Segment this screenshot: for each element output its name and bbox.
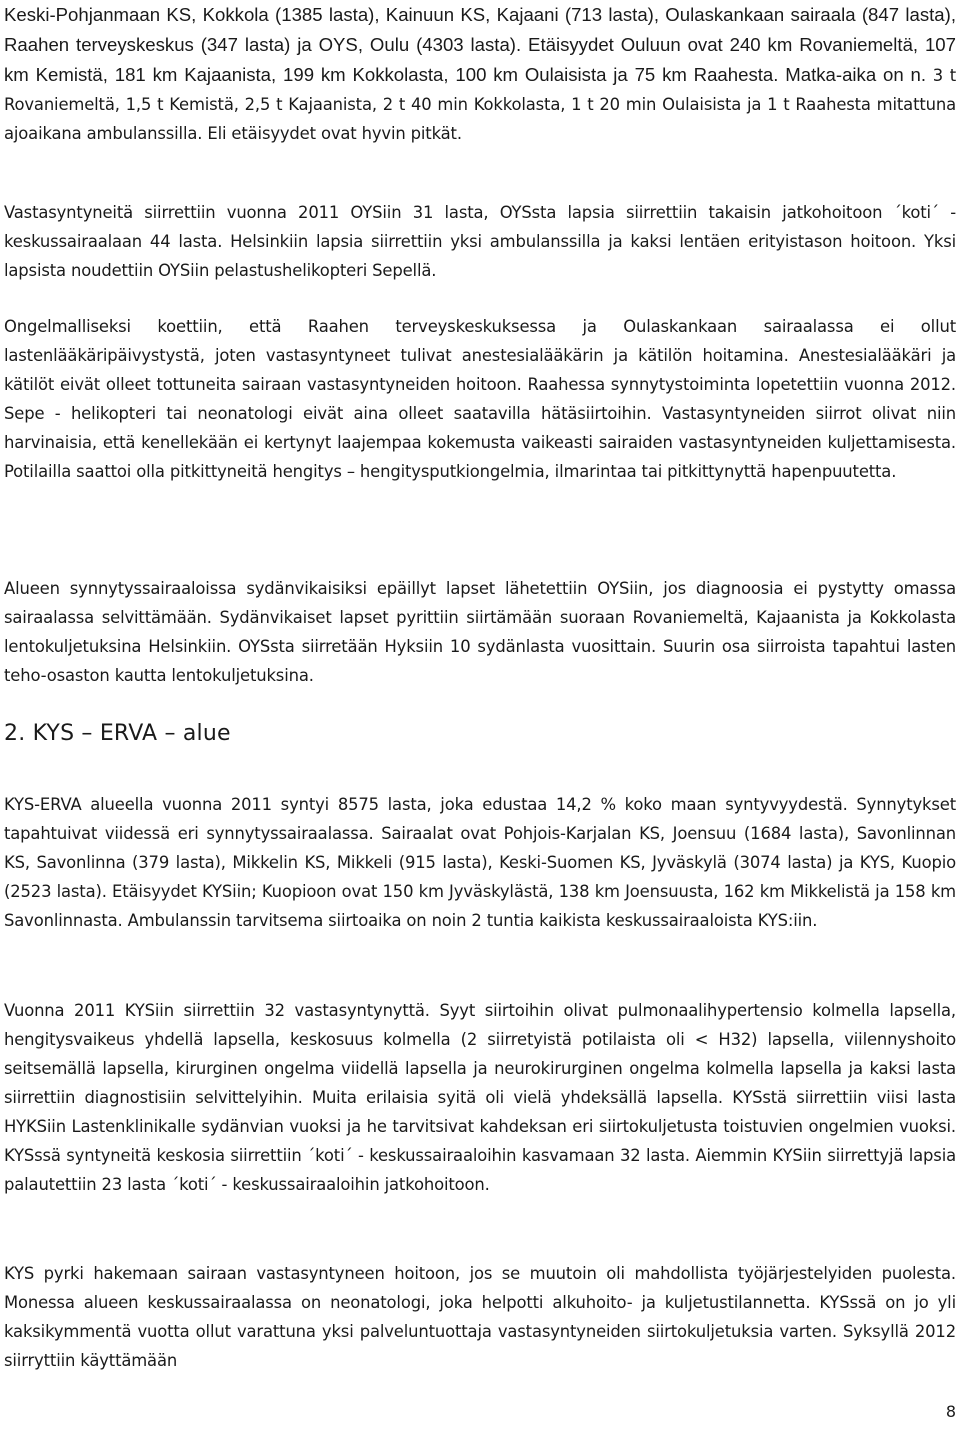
- section-heading: 2. KYS – ERVA – alue: [4, 721, 231, 746]
- paragraph-problems: Ongelmalliseksi koettiin, että Raahen terveyskeskuksessa ja Oulaskankaan sairaalassa ei ollut lastenlääkäripäivystystä, joten vastasyntyneet tulivat anestesialääkärin ja kätilön hoitamina. Anestesialääkäri ja kätilöt eivät olleet tottuneita sairaan vastasyntyneiden hoitoon. Raahessa synnytystoiminta lopetettiin vuonna 2012. Sepe - helikopteri tai neonatologi eivät aina olleet saatavilla hätäsiirtoihin. Vastasyntyneiden siirrot olivat niin harvinaisia, että kenellekään ei kertynyt laajempaa kokemusta vaikeasti sairaiden vastasyntyneiden kuljettamisesta. Potilailla saattoi olla pitkittyneitä hengitys – hengitysputkiongelmia, ilmarintaa tai pitkittynyttä hapenpuutetta.: [4, 317, 956, 481]
- paragraph-distances-oys: [4, 0, 956, 148]
- paragraph-transfers-2011-oys: Vastasyntyneitä siirrettiin vuonna 2011 OYSiin 31 lasta, OYSsta lapsia siirrettiin takaisin jatkohoitoon ´koti´ - keskussairaalaan 44 lasta. Helsinkiin lapsia siirrettiin yksi ambulanssilla ja kaksi lentäen erityistason hoitoon. Yksi lapsista noudettiin OYSiin pelastushelikopteri Sepellä.: [4, 203, 956, 280]
- paragraph-kys-erva-births: KYS-ERVA alueella vuonna 2011 syntyi 8575 lasta, joka edustaa 14,2 % koko maan syntyvyydestä. Synnytykset tapahtuivat viidessä eri synnytyssairaalassa. Sairaalat ovat Pohjois-Karjalan KS, Joensuu (1684 lasta), Savonlinnan KS, Savonlinna (379 lasta), Mikkelin KS, Mikkeli (915 lasta), Keski-Suomen KS, Jyväskylä (3074 lasta) ja KYS, Kuopio (2523 lasta). Etäisyydet KYSiin; Kuopioon ovat 150 km Jyväskylästä, 138 km Joensuusta, 162 km Mikkelistä ja 158 km Savonlinnasta. Ambulanssin tarvitsema siirtoaika on noin 2 tuntia kaikista keskussairaaloista KYS:iin.: [4, 795, 956, 930]
- paragraph-text-arial: Keski-Pohjanmaan KS, Kokkola (1385 lasta), Kainuun KS, Kajaani (713 lasta), Oulaskankaan sairaala (847 lasta), Raahen terveyskeskus (347 lasta) ja OYS, Oulu (4303 lasta). Etäisyydet Ouluun ovat 240 km Rovaniemeltä, 107 km Kemistä, 181 km Kajaanista, 199 km Kokkolasta, 100 km Oulaisista ja 75 km Raahesta. Matka-aika on n.: [4, 4, 956, 85]
- paragraph-transfers-2011-kys: Vuonna 2011 KYSiin siirrettiin 32 vastasyntynyttä. Syyt siirtoihin olivat pulmonaalihypertensio kolmella lapsella, hengitysvaikeus yhdellä lapsella, keskosuus kolmella (2 siirretyistä potilaista oli < H32) lapsella, viilennyshoito seitsemällä lapsella, kirurginen ongelma viidellä lapsella ja neurokirurginen ongelma kolmella lapsella ja kaksi lasta siirrettiin diagnostisiin selvittelyihin. Muita erilaisia syitä oli vielä yhdeksällä lapsella. KYSstä siirrettiin viisi lasta HYKSiin Lastenklinikalle sydänvian vuoksi ja he tarvitsivat kahdeksan eri siirtokuljetusta toistuvien ongelmien vuoksi. KYSssä syntyneitä keskosia siirrettiin ´koti´ - keskussairaaloihin kasvamaan 32 lasta. Aiemmin KYSiin siirrettyjä lapsia palautettiin 23 lasta ´koti´ - keskussairaaloihin jatkohoitoon.: [4, 1001, 956, 1194]
- paragraph-kys-transport: KYS pyrki hakemaan sairaan vastasyntyneen hoitoon, jos se muutoin oli mahdollista työjärjestelyiden puolesta. Monessa alueen keskussairaalassa on neonatologi, joka helpotti alkuhoito- ja kuljetustilannetta. KYSssä on jo yli kaksikymmentä vuotta ollut varattuna yksi palveluntuottaja vastasyntyneiden siirtokuljetuksia varten. Syksyllä 2012 siirryttiin käyttämään: [4, 1264, 956, 1370]
- page-number: 8: [945, 1402, 956, 1421]
- paragraph-heart-defects: Alueen synnytyssairaaloissa sydänvikaisiksi epäillyt lapset lähetettiin OYSiin, jos diagnoosia ei pystytty omassa sairaalassa selvittämään. Sydänvikaiset lapset pyrittiin siirtämään suoraan Rovaniemeltä, Kajaanista ja Kokkolasta lentokuljetuksina Helsinkiin. OYSsta siirretään Hyksiin 10 sydänlasta vuosittain. Suurin osa siirroista tapahtui lasten teho-osaston kautta lentokuljetuksina.: [4, 579, 956, 685]
- paragraph-text-calibri: 3 t Rovaniemeltä, 1,5 t Kemistä, 2,5 t Kajaanista, 2 t 40 min Kokkolasta, 1 t 20 min Oulaisista ja 1 t Raahesta mitattuna ajoaikana ambulanssilla. Eli etäisyydet ovat hyvin pitkät.: [4, 66, 956, 143]
